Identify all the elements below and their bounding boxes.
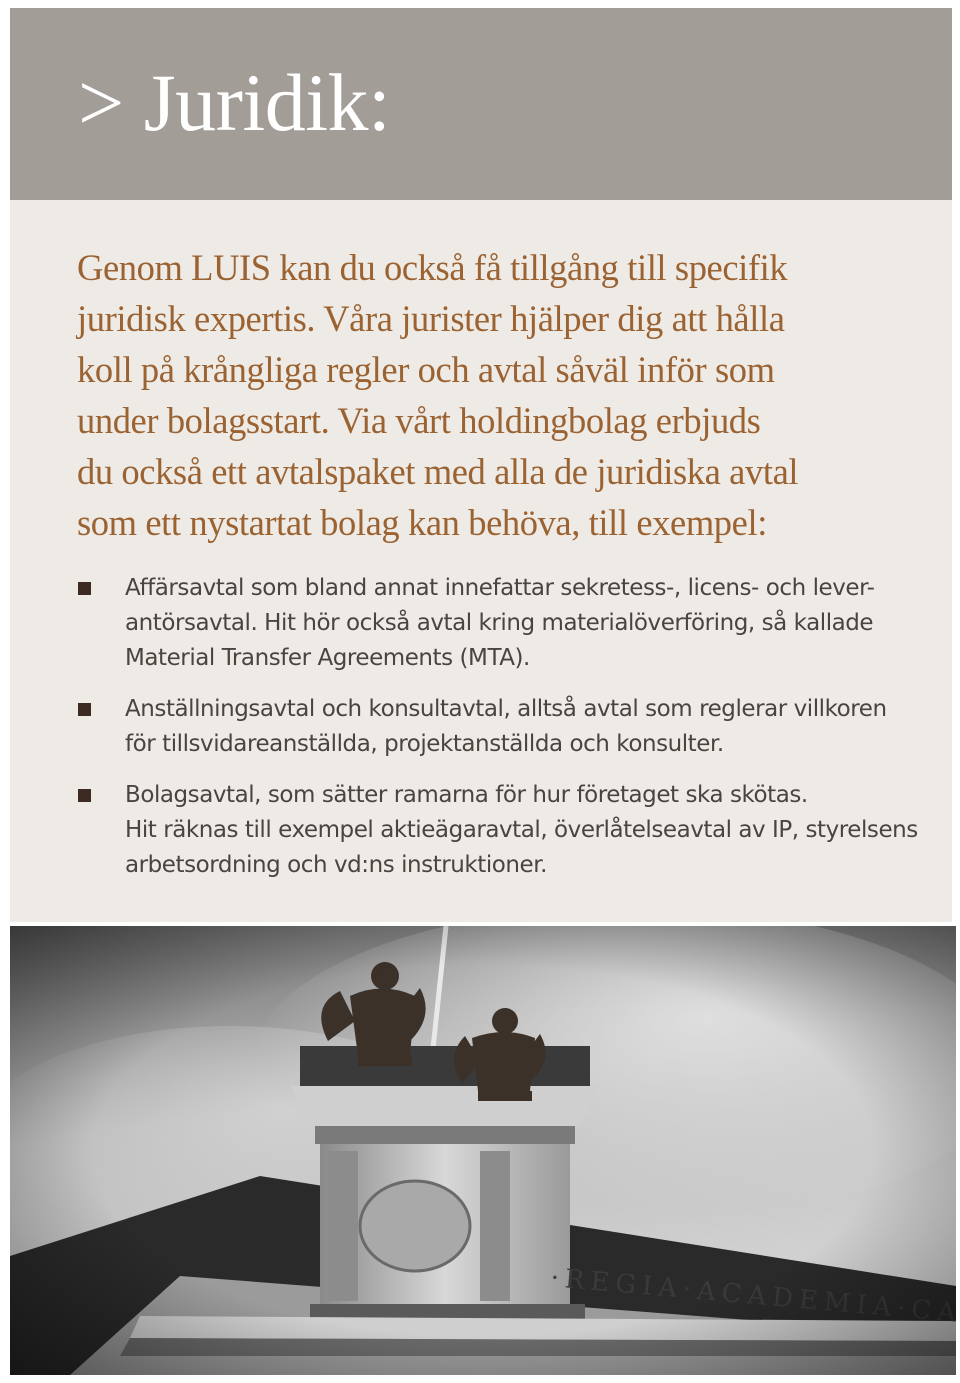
intro-line: under bolagsstart. Via vårt holdingbolag erbjuds [77,400,761,441]
intro-line: koll på krångliga regler och avtal såväl inför som [77,349,775,390]
square-bullet-icon [78,582,91,595]
building-photo-svg [10,926,956,1375]
list-item-business-agreements [78,571,938,676]
list-item-line: Material Transfer Agreements (MTA). [125,645,530,671]
list-item-line: Anställningsavtal och konsultavtal, alltså avtal som reglerar villkoren [125,696,887,722]
list-item-line: antörsavtal. Hit hör också avtal kring materialöverföring, så kallade [125,610,874,636]
list-item-line: Bolagsavtal, som sätter ramarna för hur företaget ska skötas. [125,782,808,808]
vignette [10,926,956,1375]
list-item-line: Affärsavtal som bland annat innefattar sekretess-, licens- och lever- [125,575,875,601]
agreement-list [78,571,938,899]
square-bullet-icon [78,789,91,802]
building-photo [10,926,956,1375]
list-item-line: för tillsvidareanställda, projektanställda och konsulter. [125,731,724,757]
page-title: > Juridik: [78,57,391,148]
intro-line: som ett nystartat bolag kan behöva, till exempel: [77,502,767,543]
list-item-line: arbetsordning och vd:ns instruktioner. [125,852,548,878]
list-item-company-agreements [78,778,938,883]
list-item-employment-agreements [78,692,938,762]
intro-line: juridisk expertis. Våra jurister hjälper dig att hålla [77,298,785,339]
intro-paragraph [77,242,927,548]
intro-line: du också ett avtalspaket med alla de juridiska avtal [77,451,799,492]
list-item-line: Hit räknas till exempel aktieägaravtal, överlåtelseavtal av IP, styrelsens [125,817,918,843]
square-bullet-icon [78,703,91,716]
intro-line: Genom LUIS kan du också få tillgång till specifik [77,247,788,288]
